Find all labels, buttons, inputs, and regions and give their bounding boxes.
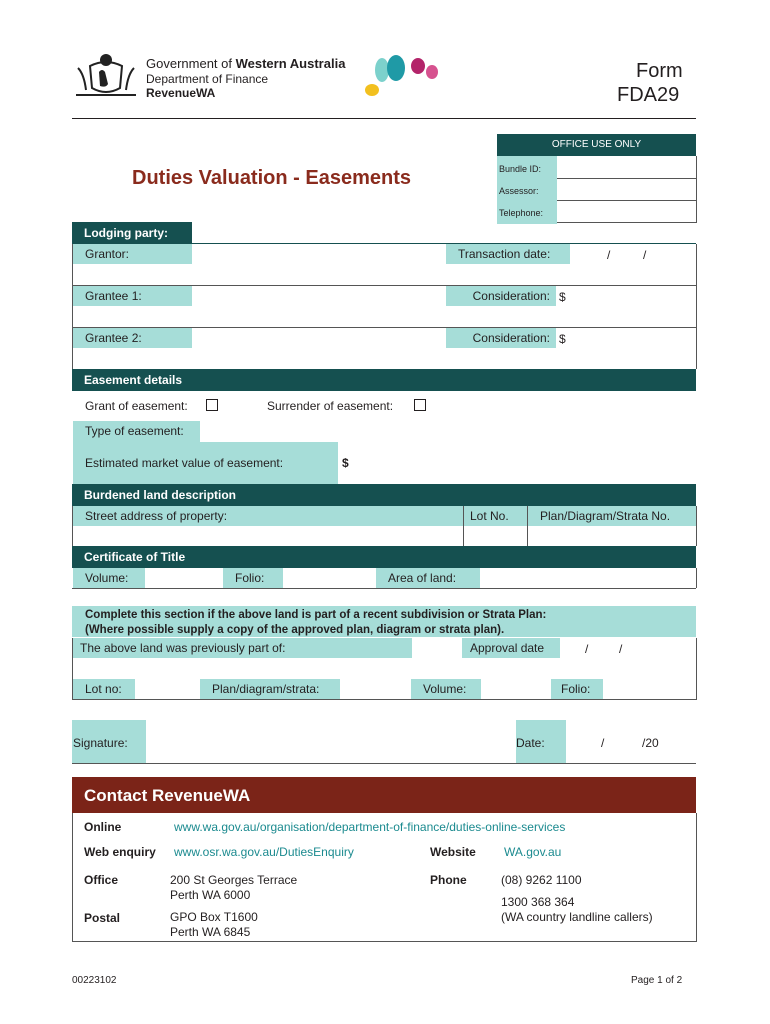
grant-of-easement-label: Grant of easement:: [85, 399, 188, 413]
gov-line: [146, 56, 345, 72]
agency-name: RevenueWA: [146, 86, 216, 100]
form-code: 00223102: [72, 975, 117, 986]
postal-address-line1: GPO Box T1600: [170, 910, 258, 924]
market-value-dollar: $: [342, 456, 349, 470]
consideration1-dollar: $: [559, 290, 566, 304]
previously-part-of-label: The above land was previously part of:: [73, 638, 412, 658]
type-of-easement-field[interactable]: [200, 421, 696, 442]
street-address-label: Street address of property:: [73, 506, 463, 526]
office-address-line1: 200 St Georges Terrace: [170, 873, 298, 887]
grantee1-field[interactable]: [192, 286, 446, 326]
subdivision-line2: (Where possible supply a copy of the approved plan, diagram or strata plan).: [85, 624, 505, 636]
approval-date-field[interactable]: [560, 638, 696, 658]
surrender-of-easement-label: Surrender of easement:: [267, 399, 394, 413]
transaction-date-field[interactable]: [570, 244, 696, 264]
subdivision-right-border: [696, 638, 697, 700]
phone-label: Phone: [430, 873, 467, 887]
street-address-field[interactable]: [73, 526, 463, 546]
signature-date-slash: /: [601, 736, 605, 750]
office-address-line2: Perth WA 6000: [170, 888, 251, 902]
consideration2-dollar: $: [559, 332, 566, 346]
sub-plan-field[interactable]: [340, 679, 411, 699]
folio-label: Folio:: [223, 568, 283, 588]
online-link[interactable]: www.wa.gov.au/organisation/department-of-finance/duties-online-services: [174, 820, 566, 834]
volume-label: Volume:: [73, 568, 145, 588]
signature-bottom-rule: [72, 763, 696, 764]
phone-number-2: 1300 368 364: [501, 895, 575, 909]
area-of-land-field[interactable]: [480, 568, 696, 588]
consideration2-label: Consideration:: [446, 328, 556, 348]
previously-part-of-field[interactable]: [412, 638, 462, 678]
office-use-right-border: [696, 156, 697, 223]
volume-field[interactable]: [145, 568, 223, 588]
signature-date-label: Date:: [516, 736, 545, 750]
contact-right-border: [696, 813, 697, 942]
approval-date-slash-2: /: [619, 642, 623, 656]
header-rule: [72, 118, 696, 119]
certificate-heading: Certificate of Title: [72, 546, 696, 568]
sub-volume-label: Volume:: [411, 679, 481, 699]
signature-field[interactable]: [146, 720, 516, 763]
subdivision-bottom-rule: [72, 699, 696, 700]
page-number: Page 1 of 2: [631, 975, 683, 986]
grantee1-label: Grantee 1:: [73, 286, 192, 306]
contact-left-border: [72, 813, 73, 942]
sub-folio-label: Folio:: [551, 679, 603, 699]
signature-label: Signature:: [73, 736, 128, 750]
plan-number-label: Plan/Diagram/Strata No.: [528, 506, 696, 526]
consideration2-field[interactable]: [570, 328, 696, 348]
consideration1-label: Consideration:: [446, 286, 556, 306]
contact-heading-text: Contact RevenueWA: [84, 786, 251, 805]
transaction-date-slash-1: /: [607, 248, 611, 262]
online-label: Online: [84, 820, 122, 834]
telephone-field[interactable]: [557, 222, 696, 223]
certificate-bottom-rule: [72, 588, 696, 589]
phone-number-2-note: (WA country landline callers): [501, 910, 653, 924]
contact-bottom-rule: [72, 941, 697, 942]
form-label: Form: [636, 60, 683, 82]
sub-volume-field[interactable]: [481, 679, 551, 699]
website-label: Website: [430, 845, 476, 859]
surrender-of-easement-checkbox[interactable]: [414, 399, 426, 411]
lot-number-label: Lot No.: [464, 506, 527, 526]
assessor-field[interactable]: [557, 200, 696, 201]
lodging-right-border: [696, 244, 697, 369]
sub-folio-field[interactable]: [603, 679, 696, 699]
signature-date-field[interactable]: [566, 720, 696, 763]
easement-details-heading: Easement details: [72, 369, 696, 391]
transaction-date-slash-2: /: [643, 248, 647, 262]
postal-address-line2: Perth WA 6845: [170, 925, 251, 939]
type-of-easement-label: Type of easement:: [73, 421, 200, 442]
office-use-heading: [497, 134, 696, 156]
sub-lot-field[interactable]: [135, 679, 200, 699]
telephone-label: Telephone:: [499, 208, 544, 218]
form-number: FDA29: [617, 84, 680, 106]
grantee2-label: Grantee 2:: [73, 328, 192, 348]
consideration1-field[interactable]: [570, 286, 696, 306]
grant-of-easement-checkbox[interactable]: [206, 399, 218, 411]
brand-dots-logo: [360, 52, 450, 100]
gov-bold: Western Australia: [235, 56, 346, 71]
website-link[interactable]: WA.gov.au: [504, 845, 562, 859]
transaction-date-label: Transaction date:: [446, 244, 570, 264]
assessor-label: Assessor:: [499, 186, 539, 196]
office-use-text: OFFICE USE ONLY: [551, 139, 642, 150]
department-name: Department of Finance: [146, 72, 269, 86]
page-title: Duties Valuation - Easements: [132, 167, 411, 189]
market-value-label: Estimated market value of easement:: [73, 442, 338, 484]
subdivision-line1: Complete this section if the above land is part of a recent subdivision or Strata Plan:: [85, 609, 547, 621]
bundle-id-field[interactable]: [557, 178, 696, 179]
grantor-label: Grantor:: [73, 244, 192, 264]
postal-label: Postal: [84, 911, 121, 925]
bundle-id-label: Bundle ID:: [499, 164, 542, 174]
market-value-field[interactable]: [354, 442, 696, 484]
folio-field[interactable]: [283, 568, 376, 588]
approval-date-label: Approval date: [462, 638, 560, 658]
office-label: Office: [84, 873, 119, 887]
plan-number-field[interactable]: [528, 526, 696, 546]
wa-crest-logo: [72, 50, 140, 100]
lot-number-field[interactable]: [464, 526, 527, 546]
certificate-right-border: [696, 568, 697, 588]
area-of-land-label: Area of land:: [376, 568, 480, 588]
grantor-field[interactable]: [192, 244, 446, 284]
burdened-land-heading: Burdened land description: [72, 484, 696, 506]
sub-plan-label: Plan/diagram/strata:: [200, 679, 340, 699]
phone-number-1: (08) 9262 1100: [501, 873, 582, 887]
grantee2-field[interactable]: [192, 328, 446, 368]
gov-prefix: Government of: [146, 56, 236, 71]
burdened-right-border: [696, 506, 697, 546]
web-enquiry-link[interactable]: www.osr.wa.gov.au/DutiesEnquiry: [174, 845, 354, 859]
lodging-party-heading: Lodging party:: [72, 222, 192, 244]
approval-date-slash-1: /: [585, 642, 589, 656]
sub-lot-label: Lot no:: [73, 679, 135, 699]
web-enquiry-label: Web enquiry: [84, 845, 156, 859]
signature-date-year: /20: [642, 736, 659, 750]
